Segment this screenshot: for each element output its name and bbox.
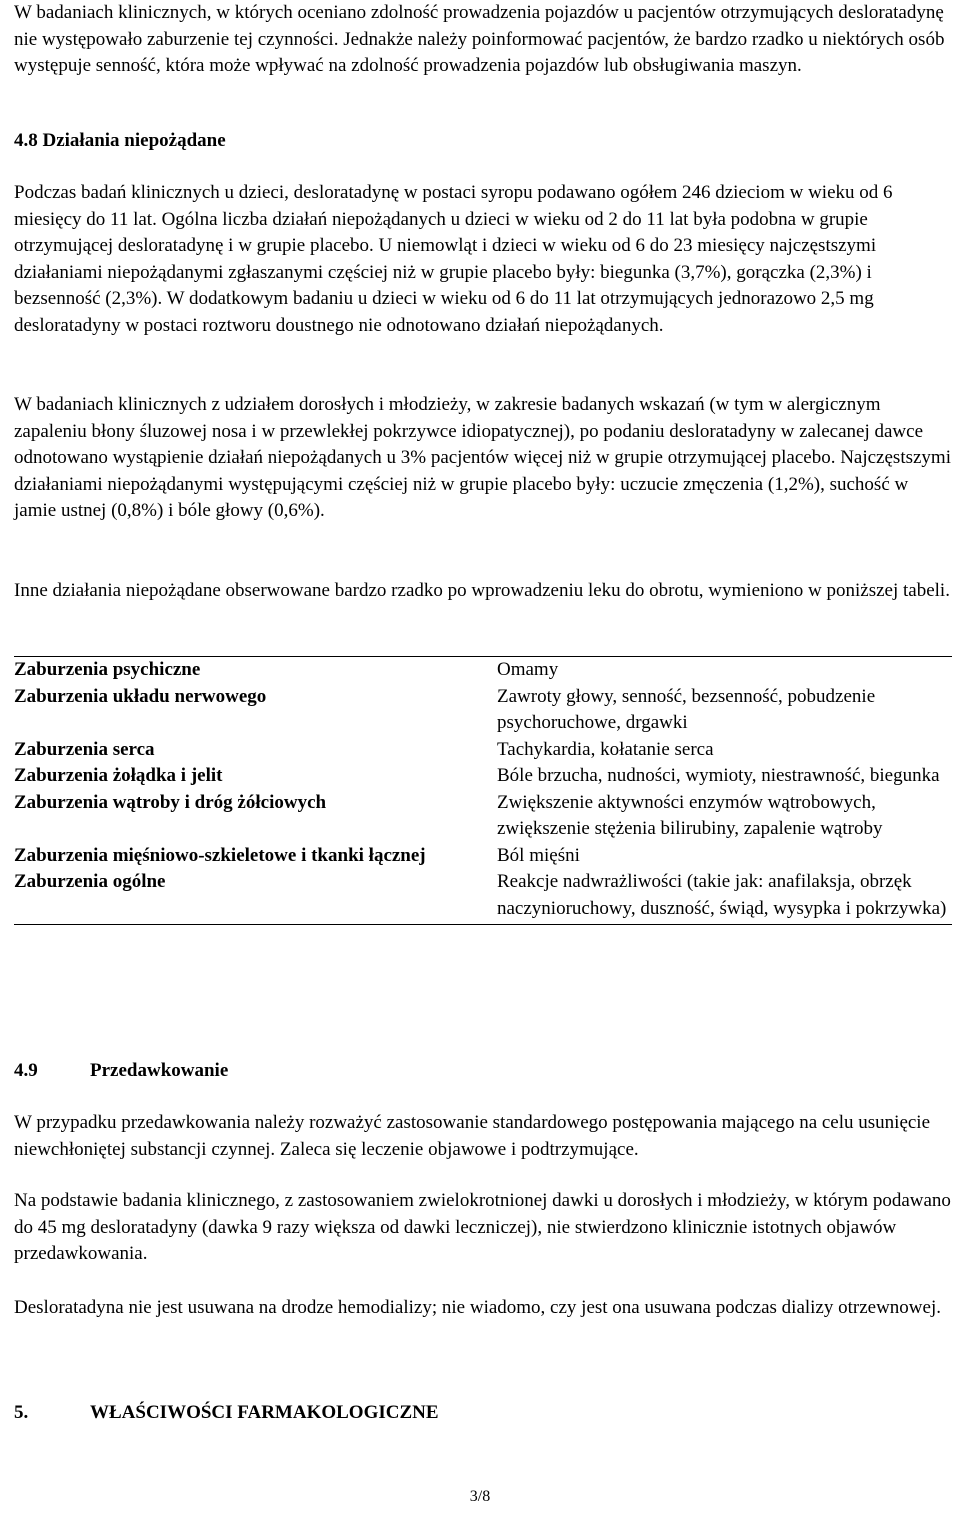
organ-class-cell: Zaburzenia układu nerwowego bbox=[14, 685, 267, 707]
effects-cell: Ból mięśni bbox=[497, 844, 580, 866]
section-5-heading bbox=[14, 1400, 439, 1427]
organ-class-cell: Zaburzenia żołądka i jelit bbox=[14, 765, 223, 786]
adverse-effects-table bbox=[14, 656, 952, 925]
effects-cell: Zwiększenie aktywności enzymów wątrobowych, zwiększenie stężenia bilirubiny, zapalenie wątroby bbox=[497, 791, 883, 839]
section-title: Przedawkowanie bbox=[90, 1060, 229, 1081]
section-title: WŁAŚCIWOŚCI FARMAKOLOGICZNE bbox=[90, 1402, 439, 1423]
section-number: 5. bbox=[14, 1402, 29, 1423]
effects-cell: Zawroty głowy, senność, bezsenność, pobudzenie psychoruchowe, drgawki bbox=[497, 685, 876, 733]
organ-class-cell: Zaburzenia serca bbox=[14, 738, 155, 760]
organ-class-cell: Zaburzenia mięśniowo-szkieletowe i tkanki łącznej bbox=[14, 844, 426, 866]
table-row bbox=[14, 790, 952, 843]
organ-class-cell: Zaburzenia psychiczne bbox=[14, 659, 201, 680]
intro-paragraph: W badaniach klinicznych, w których oceniano zdolność prowadzenia pojazdów u pacjentów otrzymujących desloratadynę nie występowało zaburzenie tej czynności. Jednakże należy poinformować pacjentów, że bardzo rzadko u niektórych osób występuje senność, która może wpływać na zdolność prowadzenia pojazdów lub obsługiwania maszyn. bbox=[14, 2, 945, 76]
effects-cell: Omamy bbox=[497, 659, 559, 680]
section-4-9-heading bbox=[14, 1058, 228, 1085]
hemodialysis-paragraph: Desloratadyna nie jest usuwana na drodze hemodializy; nie wiadomo, czy jest ona usuwana podczas dializy otrzewnowej. bbox=[14, 1297, 941, 1318]
effects-cell: Reakcje nadwrażliwości (takie jak: anafilaksja, obrzęk naczynioruchowy, duszność, świąd, wysypka i pokrzywka) bbox=[497, 871, 947, 919]
page-number: 3/8 bbox=[469, 1488, 491, 1505]
table-row bbox=[14, 869, 952, 925]
table-row bbox=[14, 657, 952, 684]
adverse-effects-children-paragraph: Podczas badań klinicznych u dzieci, desloratadynę w postaci syropu podawano ogółem 246 dzieciom w wieku od 6 miesięcy do 11 lat. Ogólna liczba działań niepożądanych u dzieci w wieku od 2 do 11 lat była podobna w grupie otrzymującej desloratadynę i w grupie placebo. U niemowląt i dzieci w wieku od 6 do 23 miesięcy najczęstszymi działaniami niepożądanymi zgłaszanymi częściej niż w grupie placebo były: biegunka (3,7%), gorączka (2,3%) i bezsenność (2,3%). W dodatkowym badaniu u dzieci w wieku od 6 do 11 lat otrzymujących jednorazowo 2,5 mg desloratadyny w postaci roztworu doustnego nie odnotowano działań niepożądanych. bbox=[14, 182, 893, 336]
effects-cell: Bóle brzucha, nudności, wymioty, niestrawność, biegunka bbox=[497, 765, 940, 786]
table-row bbox=[14, 737, 952, 764]
effects-cell: Tachykardia, kołatanie serca bbox=[497, 738, 714, 760]
adverse-effects-adults-paragraph: W badaniach klinicznych z udziałem dorosłych i młodzieży, w zakresie badanych wskazań (w tym w alergicznym zapaleniu błony śluzowej nosa i w przewlekłej pokrzywce idiopatycznej), po podaniu desloratadyny w zalecanej dawce odnotowano wystąpienie działań niepożądanych u 3% pacjentów więcej niż w grupie otrzymującej placebo. Najczęstszymi działaniami niepożądanymi występującymi częściej niż w grupie placebo były: uczucie zmęczenia (1,2%), suchość w jamie ustnej (0,8%) i bóle głowy (0,6%). bbox=[14, 394, 951, 521]
table-row bbox=[14, 763, 952, 790]
overdose-treatment-paragraph: W przypadku przedawkowania należy rozważyć zastosowanie standardowego postępowania mającego na celu usunięcie niewchłoniętej substancji czynnej. Zaleca się leczenie objawowe i podtrzymujące. bbox=[14, 1112, 931, 1160]
section-number: 4.9 bbox=[14, 1060, 38, 1081]
section-4-8-heading: 4.8 Działania niepożądane bbox=[14, 130, 226, 151]
organ-class-cell: Zaburzenia ogólne bbox=[14, 871, 166, 892]
overdose-study-paragraph: Na podstawie badania klinicznego, z zastosowaniem zwielokrotnionej dawki u dorosłych i młodzieży, w którym podawano do 45 mg desloratadyny (dawka 9 razy większa od dawki leczniczej), nie stwierdzono klinicznie istotnych objawów przedawkowania. bbox=[14, 1190, 951, 1264]
table-row bbox=[14, 843, 952, 870]
table-row bbox=[14, 684, 952, 737]
organ-class-cell: Zaburzenia wątroby i dróg żółciowych bbox=[14, 791, 327, 813]
postmarketing-paragraph: Inne działania niepożądane obserwowane bardzo rzadko po wprowadzeniu leku do obrotu, wymieniono w poniższej tabeli. bbox=[14, 580, 950, 601]
